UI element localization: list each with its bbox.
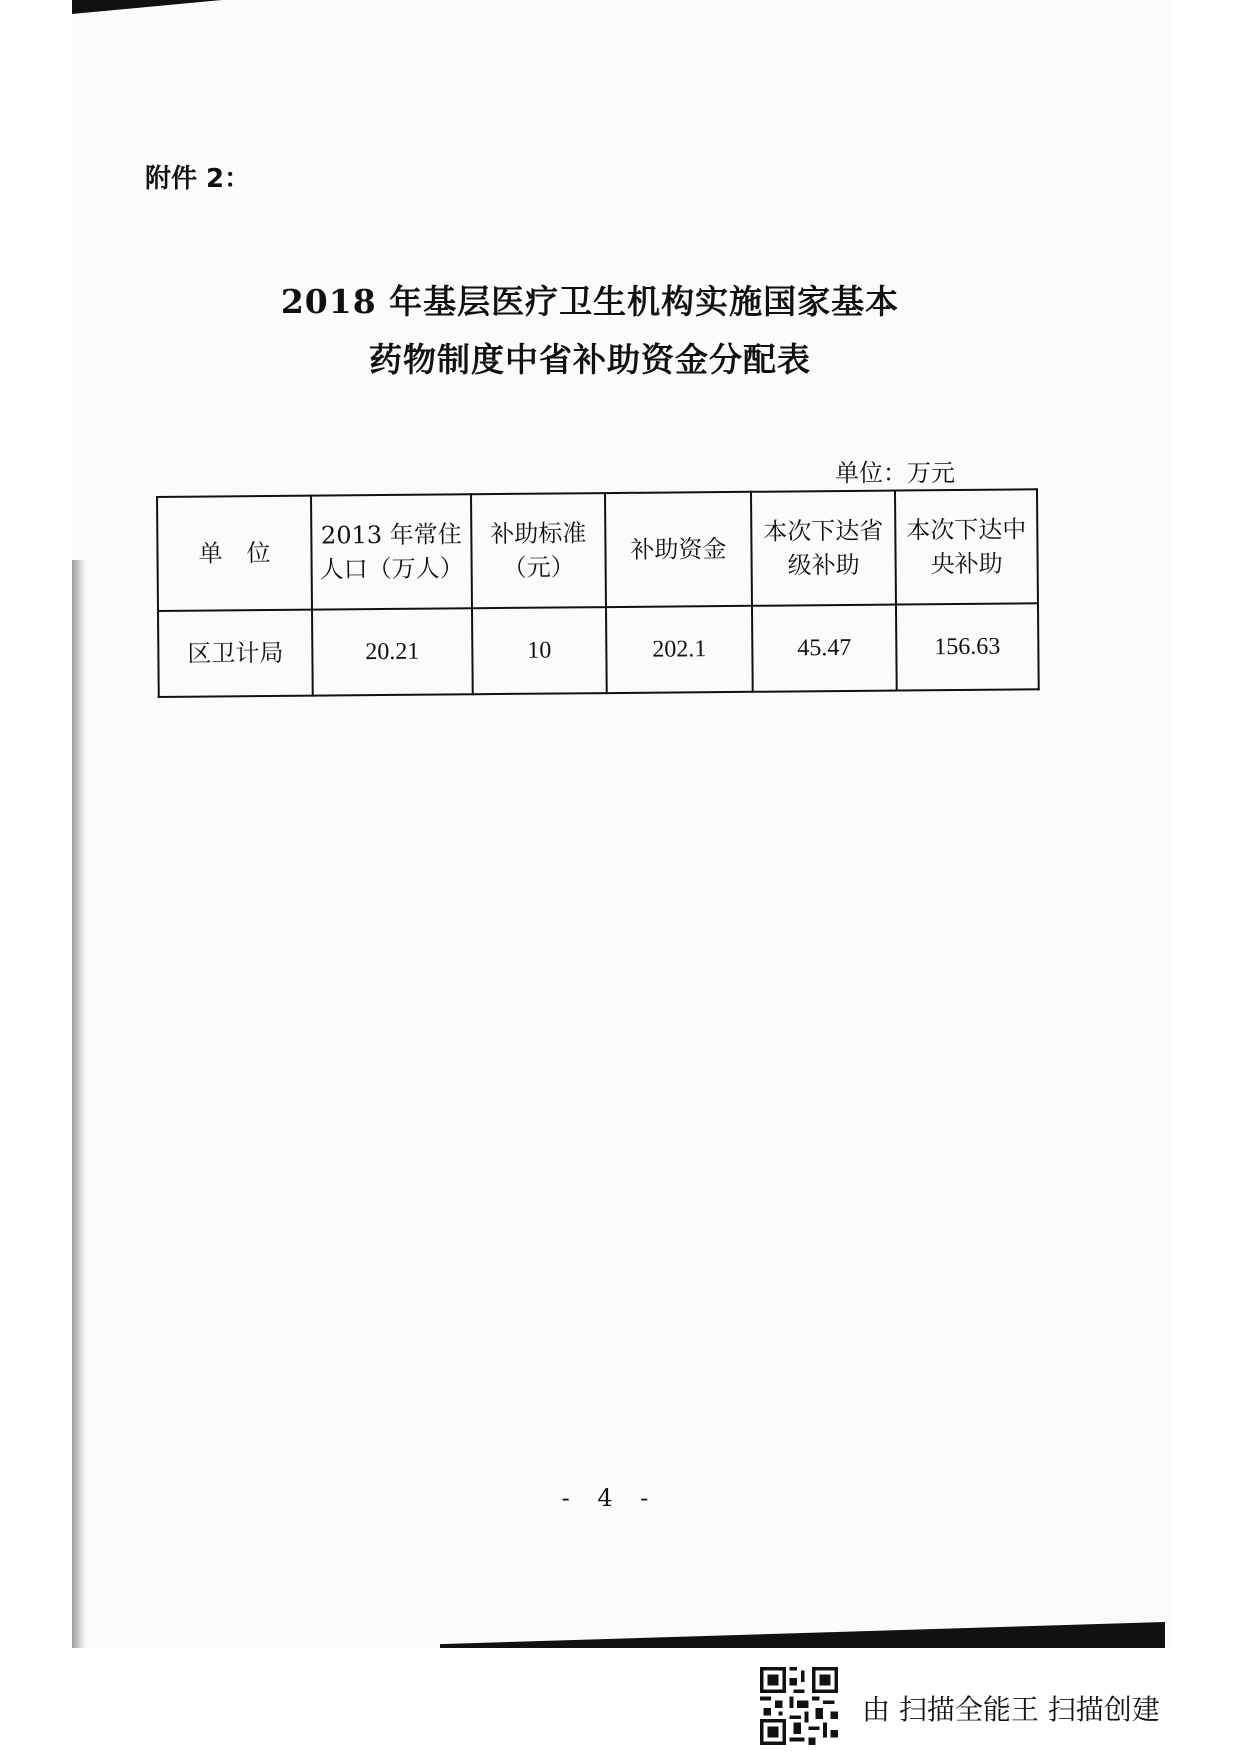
- cell-funds: 202.1: [606, 606, 753, 693]
- cell-provincial: 45.47: [752, 605, 897, 692]
- document-page: [72, 0, 1170, 1648]
- cell-population: 20.21: [312, 608, 473, 695]
- table-row: [158, 603, 1039, 697]
- unit-note: 单位：万元: [835, 459, 955, 487]
- table-header-row: [157, 489, 1038, 611]
- document-title-line1: 2018 年基层医疗卫生机构实施国家基本: [280, 282, 900, 321]
- scan-shadow-left: [72, 560, 86, 1648]
- cell-unit-name: 区卫计局: [158, 610, 313, 697]
- header-cell-standard: 补助标准（元）: [471, 493, 606, 608]
- cell-standard: 10: [472, 607, 607, 694]
- page-number: - 4 -: [561, 1484, 659, 1512]
- qr-code-icon: [760, 1667, 838, 1745]
- allocation-table: [156, 488, 1040, 698]
- scanner-watermark: 由 扫描全能王 扫描创建: [862, 1693, 1160, 1726]
- attachment-label: 附件 2：: [145, 164, 251, 194]
- cell-central: 156.63: [896, 603, 1039, 690]
- header-cell-provincial: 本次下达省级补助: [751, 491, 896, 606]
- header-cell-population: 2013 年常住人口（万人）: [311, 494, 472, 609]
- header-cell-unit: 单 位: [157, 496, 312, 611]
- header-cell-central: 本次下达中央补助: [895, 489, 1038, 604]
- header-cell-funds: 补助资金: [605, 492, 752, 607]
- document-title-line2: 药物制度中省补助资金分配表: [369, 340, 811, 379]
